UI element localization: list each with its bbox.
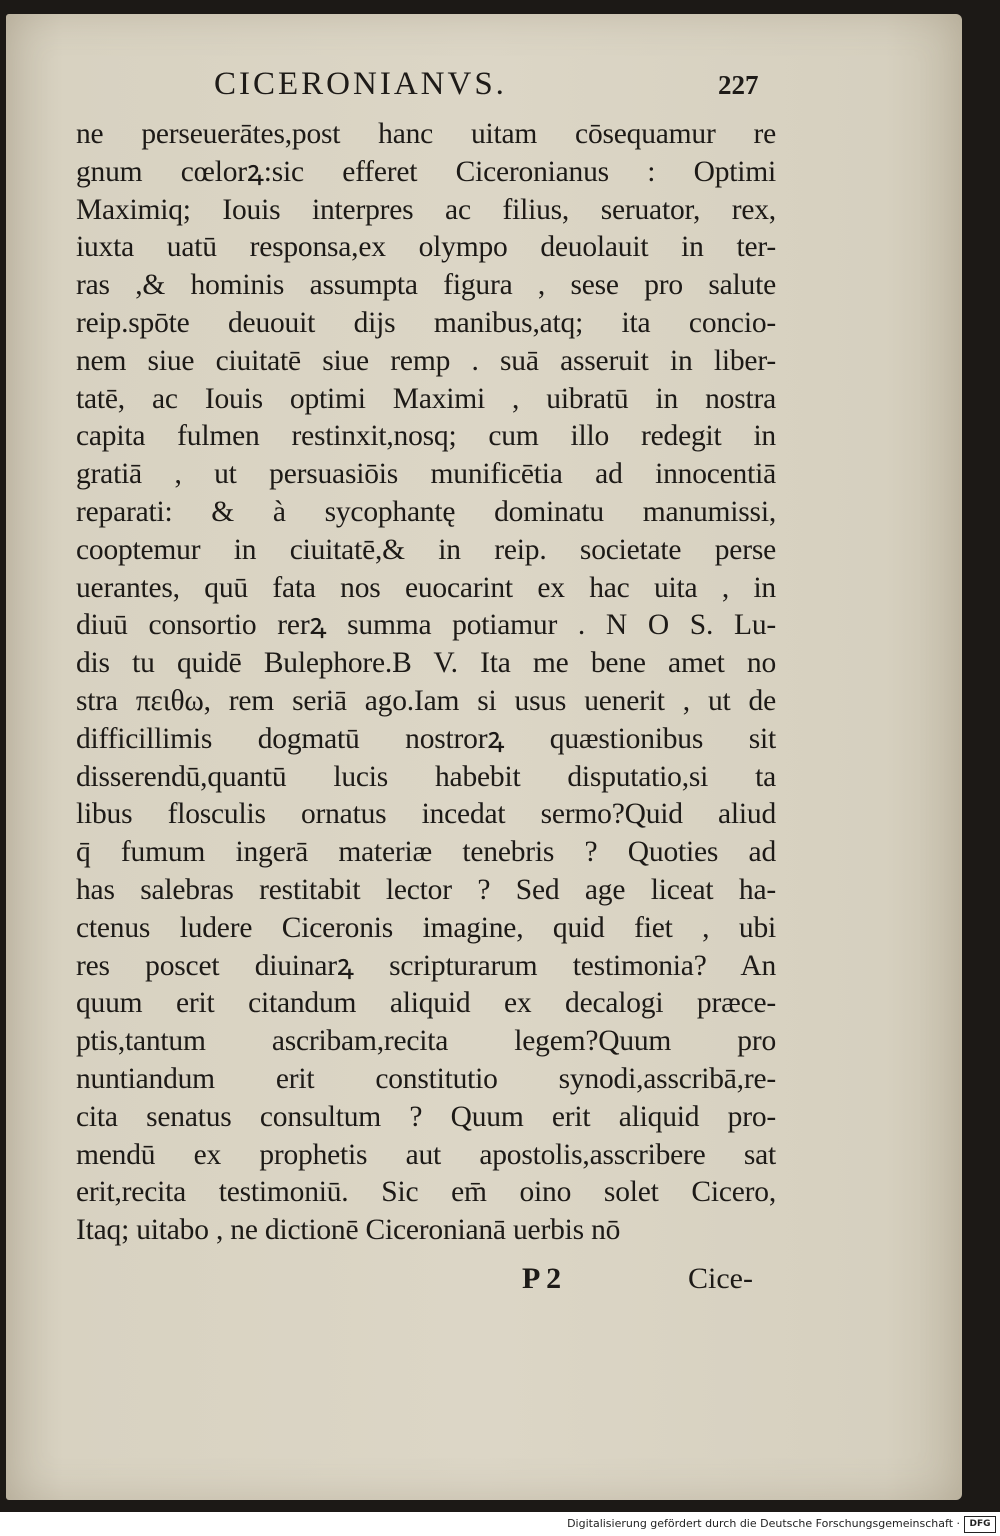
- text-line: nem siue ciuitatē siue remp . suā asseruit in liber-: [76, 344, 776, 377]
- text-line: tatē, ac Iouis optimi Maximi , uibratū in nostra: [76, 382, 776, 415]
- text-line: Maximiq; Iouis interpres ac filius, seruator, rex,: [76, 193, 776, 226]
- page-text: [76, 116, 776, 1250]
- text-line: nuntiandum erit constitutio synodi,asscribā,re-: [76, 1062, 776, 1095]
- text-line: mendū ex prophetis aut apostolis,asscribere sat: [76, 1138, 776, 1171]
- text-line: libus flosculis ornatus incedat sermo?Quid aliud: [76, 798, 776, 831]
- running-head: CICERONIANVS.: [214, 66, 507, 102]
- text-line: ne perseuerātes,post hanc uitam cōsequamur re: [76, 118, 776, 150]
- text-line: cooptemur in ciuitatē,& in reip. societate perse: [76, 533, 776, 566]
- text-line: iuxta uatū responsa,ex olympo deuolauit in ter-: [76, 231, 776, 264]
- text-line: gnum cœlorꝝ:sic efferet Ciceronianus : Optimi: [76, 155, 776, 188]
- text-line: q̄ fumum ingerā materiæ tenebris ? Quoties ad: [76, 836, 776, 869]
- text-line: res poscet diuinarꝝ scripturarum testimonia? An: [76, 949, 776, 982]
- text-line: capita fulmen restinxit,nosq; cum illo redegit in: [76, 420, 776, 453]
- text-line: has salebras restitabit lector ? Sed age liceat ha-: [76, 873, 776, 906]
- text-line: cita senatus consultum ? Quum erit aliquid pro-: [76, 1100, 776, 1133]
- text-line: ras ,& hominis assumpta figura , sese pro salute: [76, 269, 776, 302]
- text-line: stra πειθω, rem seriā ago.Iam si usus uenerit , ut de: [76, 684, 776, 717]
- text-line: Itaq; uitabo , ne dictionē Ciceronianā uerbis nō: [76, 1214, 621, 1247]
- text-line: erit,recita testimoniū. Sic em̄ oino solet Cicero,: [76, 1176, 776, 1209]
- text-line: quum erit citandum aliquid ex decalogi præce-: [76, 987, 776, 1020]
- page-number: 227: [718, 70, 759, 100]
- text-line: diuū consortio rerꝝ summa potiamur . N O S. Lu-: [76, 609, 776, 642]
- catchword: Cice-: [688, 1262, 753, 1295]
- text-line: ptis,tantum ascribam,recita legem?Quum pro: [76, 1025, 776, 1058]
- signature-mark: P 2: [522, 1262, 562, 1295]
- text-line: dis tu quidē Bulephore.B V. Ita me bene amet no: [76, 647, 776, 680]
- text-line: reparati: & à sycophantę dominatu manumissi,: [76, 495, 776, 528]
- dfg-logo: DFG: [964, 1516, 996, 1533]
- text-line: disserendū,quantū lucis habebit disputatio,si ta: [76, 760, 776, 793]
- text-line: reip.spōte deuouit dijs manibus,atq; ita concio-: [76, 306, 776, 339]
- text-line: difficillimis dogmatū nostrorꝝ quæstionibus sit: [76, 722, 776, 755]
- text-line: uerantes, quū fata nos euocarint ex hac uita , in: [76, 571, 776, 604]
- text-line: ctenus ludere Ciceronis imagine, quid fiet , ubi: [76, 911, 776, 944]
- credit-bar: [0, 1512, 1000, 1536]
- credit-text: Digitalisierung gefördert durch die Deutsche Forschungsgemeinschaft ·: [567, 1517, 960, 1530]
- text-line: gratiā , ut persuasiōis munificētia ad innocentiā: [76, 458, 776, 491]
